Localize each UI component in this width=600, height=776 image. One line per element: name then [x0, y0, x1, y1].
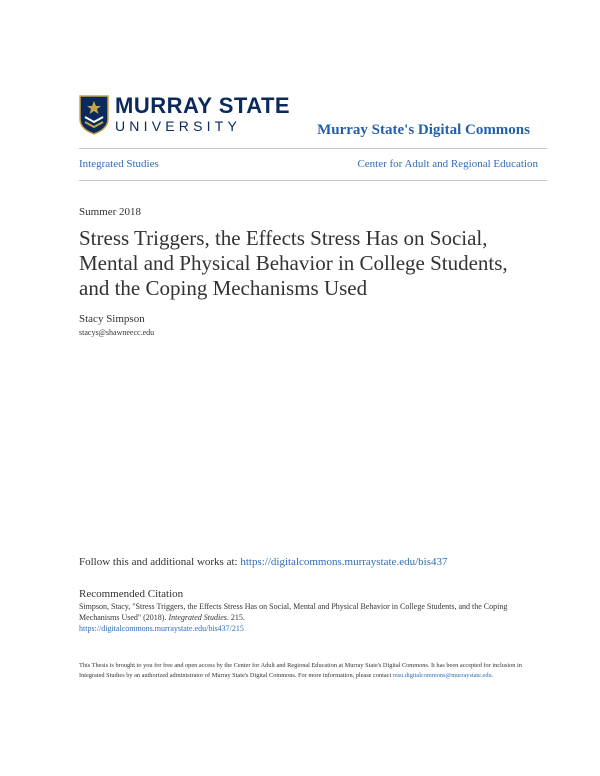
access-notice-end: . [491, 671, 494, 679]
citation-number: . 215. [226, 612, 245, 622]
logo-sub-text: UNIVERSITY [115, 118, 242, 134]
follow-line [79, 556, 447, 568]
access-notice [79, 661, 539, 681]
logo-main-text: MURRAY STATE [115, 93, 291, 118]
author-email[interactable]: stacys@shawneecc.edu [79, 328, 155, 337]
contact-email-link[interactable]: msu.digitalcommons@murraystate.edu [392, 671, 492, 679]
citation-text [79, 602, 534, 634]
citation-journal: Integrated Studies [168, 612, 227, 622]
paper-title: Stress Triggers, the Effects Stress Has on Social, Mental and Physical Behavior in College Students, and the Coping Mechanisms Used [79, 226, 508, 301]
center-adult-education-link[interactable]: Center for Adult and Regional Education [357, 158, 538, 170]
digital-commons-link[interactable]: Murray State's Digital Commons [317, 122, 530, 138]
follow-url-link[interactable]: https://digitalcommons.murraystate.edu/bis437 [240, 556, 448, 568]
access-notice-text: This Thesis is brought to you for free and open access by the Center for Adult and Regional Education at Murray State's Digital Commons. It has been accepted for inclusion in Integrated Studies by an authorized administrator of Murray State's Digital Commons. For more information, please contact [79, 662, 522, 679]
citation-url-link[interactable]: https://digitalcommons.murraystate.edu/bis437/215 [79, 623, 244, 633]
integrated-studies-link[interactable]: Integrated Studies [79, 158, 159, 170]
follow-prefix: Follow this and additional works at: [79, 556, 241, 568]
publication-date: Summer 2018 [79, 206, 142, 218]
citation-body: Simpson, Stacy, "Stress Triggers, the Effects Stress Has on Social, Mental and Physical Behavior in College Students, and the Coping Mechanisms Used" (2018). [79, 602, 508, 622]
recommended-citation-heading: Recommended Citation [79, 588, 184, 600]
shield-icon [79, 95, 109, 135]
murray-state-logo[interactable] [79, 95, 290, 135]
top-divider [79, 148, 547, 149]
author-name: Stacy Simpson [79, 313, 145, 325]
bottom-divider [79, 180, 547, 181]
